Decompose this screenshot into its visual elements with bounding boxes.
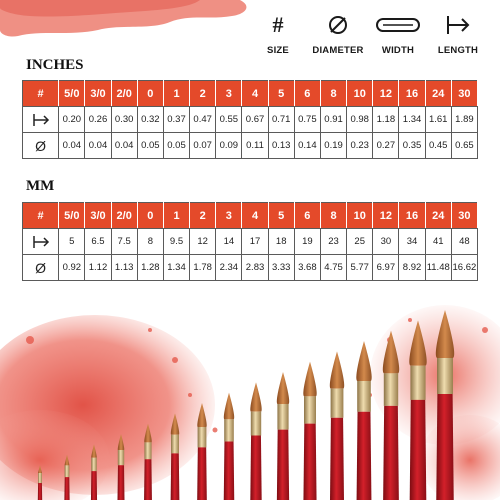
length-cell: 34 (399, 229, 425, 255)
length-cell: 0.91 (320, 107, 346, 133)
brush-handle (224, 441, 234, 500)
length-cell: 0.30 (111, 107, 137, 133)
diameter-cell: 0.35 (399, 133, 425, 159)
brush (356, 341, 371, 500)
length-cell: 0.32 (137, 107, 163, 133)
brush-set-illustration (0, 300, 500, 500)
size-cell: 30 (451, 203, 477, 229)
diameter-cell: 0.05 (163, 133, 189, 159)
size-cell: 5 (268, 203, 294, 229)
diameter-cell: 0.04 (59, 133, 85, 159)
inches-diameter-row (23, 133, 478, 159)
brush-handle (410, 400, 427, 500)
mm-table (22, 202, 478, 281)
brush-ferrule (171, 435, 179, 454)
inches-length-row (23, 107, 478, 133)
length-cell: 8 (137, 229, 163, 255)
size-cell: 16 (399, 203, 425, 229)
brush-ferrule (251, 412, 261, 436)
brush-handle (250, 436, 261, 500)
diameter-cell: 0.09 (216, 133, 242, 159)
hash-icon: # (23, 203, 59, 229)
brush-bristles (224, 393, 234, 420)
legend-size-label: SIZE (267, 45, 289, 56)
size-cell: 2 (190, 81, 216, 107)
size-cell: 3 (216, 203, 242, 229)
length-cell: 12 (190, 229, 216, 255)
size-cell: 4 (242, 81, 268, 107)
brush-handle (144, 459, 152, 500)
length-cell: 0.98 (347, 107, 373, 133)
length-cell: 1.89 (451, 107, 477, 133)
length-icon (23, 107, 59, 133)
diameter-cell: 0.04 (111, 133, 137, 159)
inches-table (22, 80, 478, 159)
brush (250, 382, 261, 500)
diameter-cell: 0.11 (242, 133, 268, 159)
diameter-cell: 11.48 (425, 255, 451, 281)
length-cell: 23 (320, 229, 346, 255)
diameter-cell: 1.12 (85, 255, 111, 281)
size-cell: 10 (347, 81, 373, 107)
brush-bristles (277, 372, 289, 404)
legend-length-label: LENGTH (437, 45, 479, 56)
diameter-icon: Ø (23, 255, 59, 281)
length-cell: 6.5 (85, 229, 111, 255)
diameter-cell: 0.23 (347, 133, 373, 159)
diameter-cell: 0.45 (425, 133, 451, 159)
length-cell: 5 (59, 229, 85, 255)
size-cell: 12 (373, 203, 399, 229)
length-cell: 1.34 (399, 107, 425, 133)
diameter-cell: 0.04 (85, 133, 111, 159)
diameter-cell: 0.92 (59, 255, 85, 281)
brush-ferrule (198, 427, 207, 447)
inches-title: INCHES (26, 57, 84, 73)
legend-width-label: WIDTH (381, 45, 415, 56)
diameter-cell: 0.13 (268, 133, 294, 159)
brush-ferrule (384, 373, 398, 406)
length-cell: 48 (451, 229, 477, 255)
brush-handle (64, 477, 69, 500)
brush (171, 413, 180, 500)
brush-ferrule (224, 419, 234, 441)
length-cell: 0.26 (85, 107, 111, 133)
brush-handle (436, 394, 453, 500)
size-cell: 10 (347, 203, 373, 229)
brush-ferrule (144, 442, 151, 459)
brush (436, 310, 454, 500)
length-cell: 0.47 (190, 107, 216, 133)
length-cell: 7.5 (111, 229, 137, 255)
length-cell: 19 (294, 229, 320, 255)
length-cell: 0.75 (294, 107, 320, 133)
diameter-icon: Ø (23, 133, 59, 159)
size-cell: 8 (320, 203, 346, 229)
length-cell: 0.55 (216, 107, 242, 133)
brush-bristles (356, 341, 371, 381)
diameter-cell: 6.97 (373, 255, 399, 281)
size-cell: 2/0 (111, 81, 137, 107)
size-cell: 3 (216, 81, 242, 107)
diameter-icon (308, 12, 368, 38)
diameter-cell: 0.65 (451, 133, 477, 159)
brush-handle (171, 453, 180, 500)
length-cell: 41 (425, 229, 451, 255)
width-icon (368, 12, 428, 38)
brush-handle (197, 447, 207, 500)
brush-ferrule (38, 473, 42, 483)
legend (248, 12, 492, 62)
size-cell: 4 (242, 203, 268, 229)
brush-ferrule (410, 366, 425, 400)
size-cell: 3/0 (85, 203, 111, 229)
brush-bristles (330, 351, 344, 388)
brush-handle (330, 418, 344, 500)
length-icon (23, 229, 59, 255)
length-cell: 14 (216, 229, 242, 255)
diameter-cell: 3.68 (294, 255, 320, 281)
brush-ferrule (65, 465, 70, 477)
brush-handle (91, 471, 97, 500)
size-cell: 24 (425, 81, 451, 107)
brush (303, 362, 316, 500)
watercolor-splash-top (0, 0, 260, 42)
brush (224, 393, 234, 500)
size-cell: 3/0 (85, 81, 111, 107)
inches-size-row (23, 81, 478, 107)
size-cell: 6 (294, 81, 320, 107)
length-cell: 1.18 (373, 107, 399, 133)
diameter-cell: 2.83 (242, 255, 268, 281)
length-cell: 17 (242, 229, 268, 255)
brush-bristles (250, 382, 261, 411)
size-cell: 1 (163, 81, 189, 107)
brush (409, 320, 426, 500)
hash-icon: # (23, 81, 59, 107)
brush-ferrule (357, 381, 371, 412)
brush-ferrule (118, 450, 124, 465)
size-cell: 0 (137, 203, 163, 229)
brush-handle (357, 412, 372, 500)
diameter-cell: 1.34 (163, 255, 189, 281)
size-cell: 5/0 (59, 203, 85, 229)
brush-bristles (303, 362, 316, 397)
diameter-cell: 8.92 (399, 255, 425, 281)
brush-handle (277, 430, 289, 500)
brush-ferrule (304, 396, 316, 423)
length-cell: 1.61 (425, 107, 451, 133)
size-cell: 6 (294, 203, 320, 229)
brush-ferrule (91, 458, 97, 471)
mm-length-row (23, 229, 478, 255)
diameter-cell: 0.19 (320, 133, 346, 159)
diameter-cell: 16.62 (451, 255, 477, 281)
size-cell: 2 (190, 203, 216, 229)
brush (330, 351, 344, 500)
diameter-cell: 1.13 (111, 255, 137, 281)
brush (277, 372, 289, 500)
length-cell: 0.20 (59, 107, 85, 133)
diameter-cell: 0.14 (294, 133, 320, 159)
size-cell: 5 (268, 81, 294, 107)
size-cell: 0 (137, 81, 163, 107)
length-cell: 18 (268, 229, 294, 255)
length-cell: 0.67 (242, 107, 268, 133)
size-cell: 12 (373, 81, 399, 107)
diameter-cell: 1.28 (137, 255, 163, 281)
length-cell: 9.5 (163, 229, 189, 255)
legend-size (248, 12, 308, 56)
diameter-cell: 0.27 (373, 133, 399, 159)
diameter-cell: 5.77 (347, 255, 373, 281)
diameter-cell: 4.75 (320, 255, 346, 281)
brush-ferrule (437, 358, 453, 394)
diameter-cell: 1.78 (190, 255, 216, 281)
brush-handle (118, 465, 125, 500)
legend-width (368, 12, 428, 56)
brush (197, 403, 207, 500)
brush (144, 424, 152, 500)
brush (383, 331, 399, 500)
diameter-cell: 2.34 (216, 255, 242, 281)
mm-size-row (23, 203, 478, 229)
size-cell: 8 (320, 81, 346, 107)
brush-ferrule (331, 389, 344, 418)
length-cell: 0.37 (163, 107, 189, 133)
size-cell: 5/0 (59, 81, 85, 107)
brush-handle (38, 483, 42, 500)
legend-diameter (308, 12, 368, 56)
legend-length (428, 12, 488, 56)
brush-handle (303, 424, 316, 500)
hash-icon: # (272, 12, 284, 37)
length-cell: 30 (373, 229, 399, 255)
size-cell: 2/0 (111, 203, 137, 229)
diameter-cell: 0.05 (137, 133, 163, 159)
size-cell: 24 (425, 203, 451, 229)
diameter-cell: 3.33 (268, 255, 294, 281)
brush-ferrule (277, 404, 288, 430)
legend-diameter-label: DIAMETER (312, 45, 364, 56)
brush-handle (383, 406, 399, 500)
size-cell: 1 (163, 203, 189, 229)
mm-title: MM (26, 178, 55, 194)
length-cell: 0.71 (268, 107, 294, 133)
size-cell: 30 (451, 81, 477, 107)
length-cell: 25 (347, 229, 373, 255)
mm-diameter-row (23, 255, 478, 281)
length-icon (428, 12, 488, 38)
size-cell: 16 (399, 81, 425, 107)
diameter-cell: 0.07 (190, 133, 216, 159)
